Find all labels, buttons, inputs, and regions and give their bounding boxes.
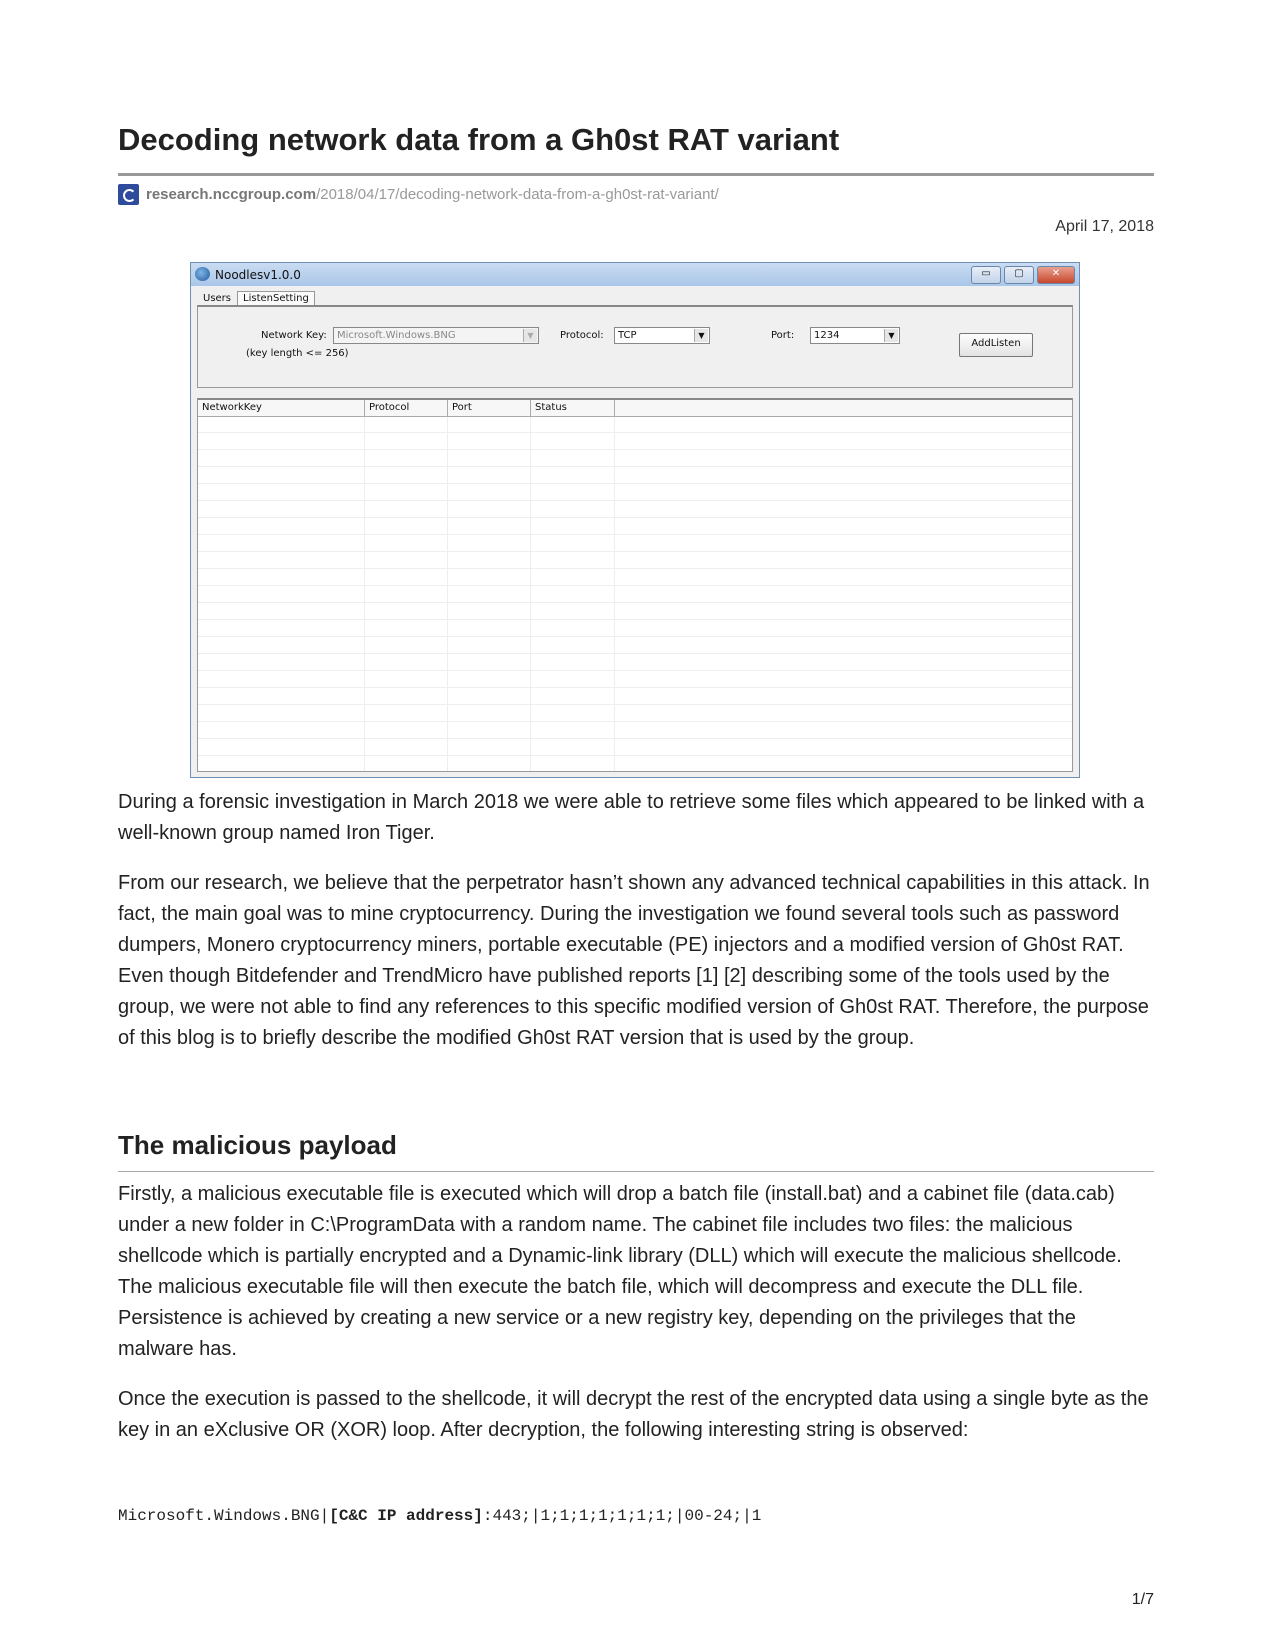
source-host: research.nccgroup.com — [146, 185, 317, 203]
protocol-label: Protocol: — [560, 330, 604, 341]
paragraph-intro: During a forensic investigation in March 2018 we were able to retrieve some files which appeared to be linked with a well-known group named Iron Tiger. — [118, 791, 1145, 844]
column-header-status[interactable]: Status — [531, 400, 615, 416]
section-divider — [118, 1171, 1154, 1172]
app-window-screenshot — [190, 262, 1080, 778]
chevron-down-icon: ▼ — [694, 329, 708, 342]
port-value: 1234 — [814, 330, 840, 341]
source-link[interactable] — [118, 183, 719, 205]
section-heading: The malicious payload — [118, 1130, 397, 1160]
window-titlebar — [191, 263, 1079, 286]
column-header-networkkey[interactable]: NetworkKey — [198, 400, 365, 416]
listen-settings-panel — [197, 305, 1073, 388]
paragraph-payload: Firstly, a malicious executable file is executed which will drop a batch file (install.bat) and a cabinet file (data.cab) under a new folder in C:\ProgramData with a random name. The cabinet file includes two files: the malicious shellcode which is partially encrypted and a Dynamic-link library (DLL) which will execute the malicious shellcode. The malicious executable file will then execute the batch file, which will decompress and execute the DLL file. Persistence is achieved by creating a new service or a new registry key, depending on the privileges that the malware has. — [118, 1183, 1122, 1360]
minimize-icon[interactable]: ▭ — [971, 266, 1001, 284]
chevron-down-icon: ▼ — [523, 329, 537, 342]
page-number: 1/7 — [1131, 1591, 1154, 1608]
column-header-protocol[interactable]: Protocol — [365, 400, 448, 416]
code-prefix: Microsoft.Windows.BNG| — [118, 1507, 330, 1525]
tab-users[interactable]: Users — [203, 293, 232, 304]
paragraph-research: From our research, we believe that the perpetrator hasn’t shown any advanced technical capabilities in this attack. In fact, the main goal was to mine cryptocurrency. During the investigation we found several tools such as password dumpers, Monero cryptocurrency miners, portable executable (PE) injectors and a modified version of Gh0st RAT. Even though Bitdefender and TrendMicro have published reports [1] [2] describing some of the tools used by the group, we were not able to find any references to this specific modified version of Gh0st RAT. Therefore, the purpose of this blog is to briefly describe the modified Gh0st RAT version that is used by the group. — [118, 872, 1150, 1049]
article-title: Decoding network data from a Gh0st RAT variant — [118, 122, 840, 157]
network-key-select[interactable] — [333, 327, 539, 344]
title-divider — [118, 173, 1154, 176]
network-key-label: Network Key: — [261, 330, 327, 341]
protocol-value: TCP — [618, 330, 637, 341]
code-placeholder: [C&C IP address] — [329, 1507, 483, 1525]
window-tabs — [197, 291, 315, 306]
app-icon — [195, 267, 210, 281]
listen-table — [197, 398, 1073, 772]
tab-listensetting[interactable]: ListenSetting — [237, 291, 315, 306]
site-favicon-icon — [118, 184, 139, 205]
table-rows — [198, 416, 1072, 771]
window-title: Noodlesv1.0.0 — [215, 268, 301, 282]
table-header — [198, 400, 1072, 417]
network-key-value: Microsoft.Windows.BNG — [337, 330, 456, 341]
publish-date: April 17, 2018 — [1055, 218, 1154, 235]
add-listen-button[interactable]: AddListen — [959, 333, 1033, 357]
port-label: Port: — [771, 330, 795, 341]
chevron-down-icon: ▼ — [884, 329, 898, 342]
decrypted-string-code — [118, 1507, 761, 1525]
close-icon[interactable]: ✕ — [1037, 266, 1075, 284]
paragraph-decryption: Once the execution is passed to the shellcode, it will decrypt the rest of the encrypted data using a single byte as the key in an eXclusive OR (XOR) loop. After decryption, the following interesting string is observed: — [118, 1388, 1149, 1441]
source-path: /2018/04/17/decoding-network-data-from-a-gh0st-rat-variant/ — [316, 185, 719, 203]
protocol-select[interactable] — [614, 327, 710, 344]
code-suffix: :443;|1;1;1;1;1;1;1;|00-24;|1 — [482, 1507, 762, 1525]
key-length-hint: (key length <= 256) — [246, 348, 349, 359]
maximize-icon[interactable]: ▢ — [1004, 266, 1034, 284]
port-select[interactable] — [810, 327, 900, 344]
column-header-port[interactable]: Port — [448, 400, 531, 416]
window-controls — [971, 266, 1075, 284]
